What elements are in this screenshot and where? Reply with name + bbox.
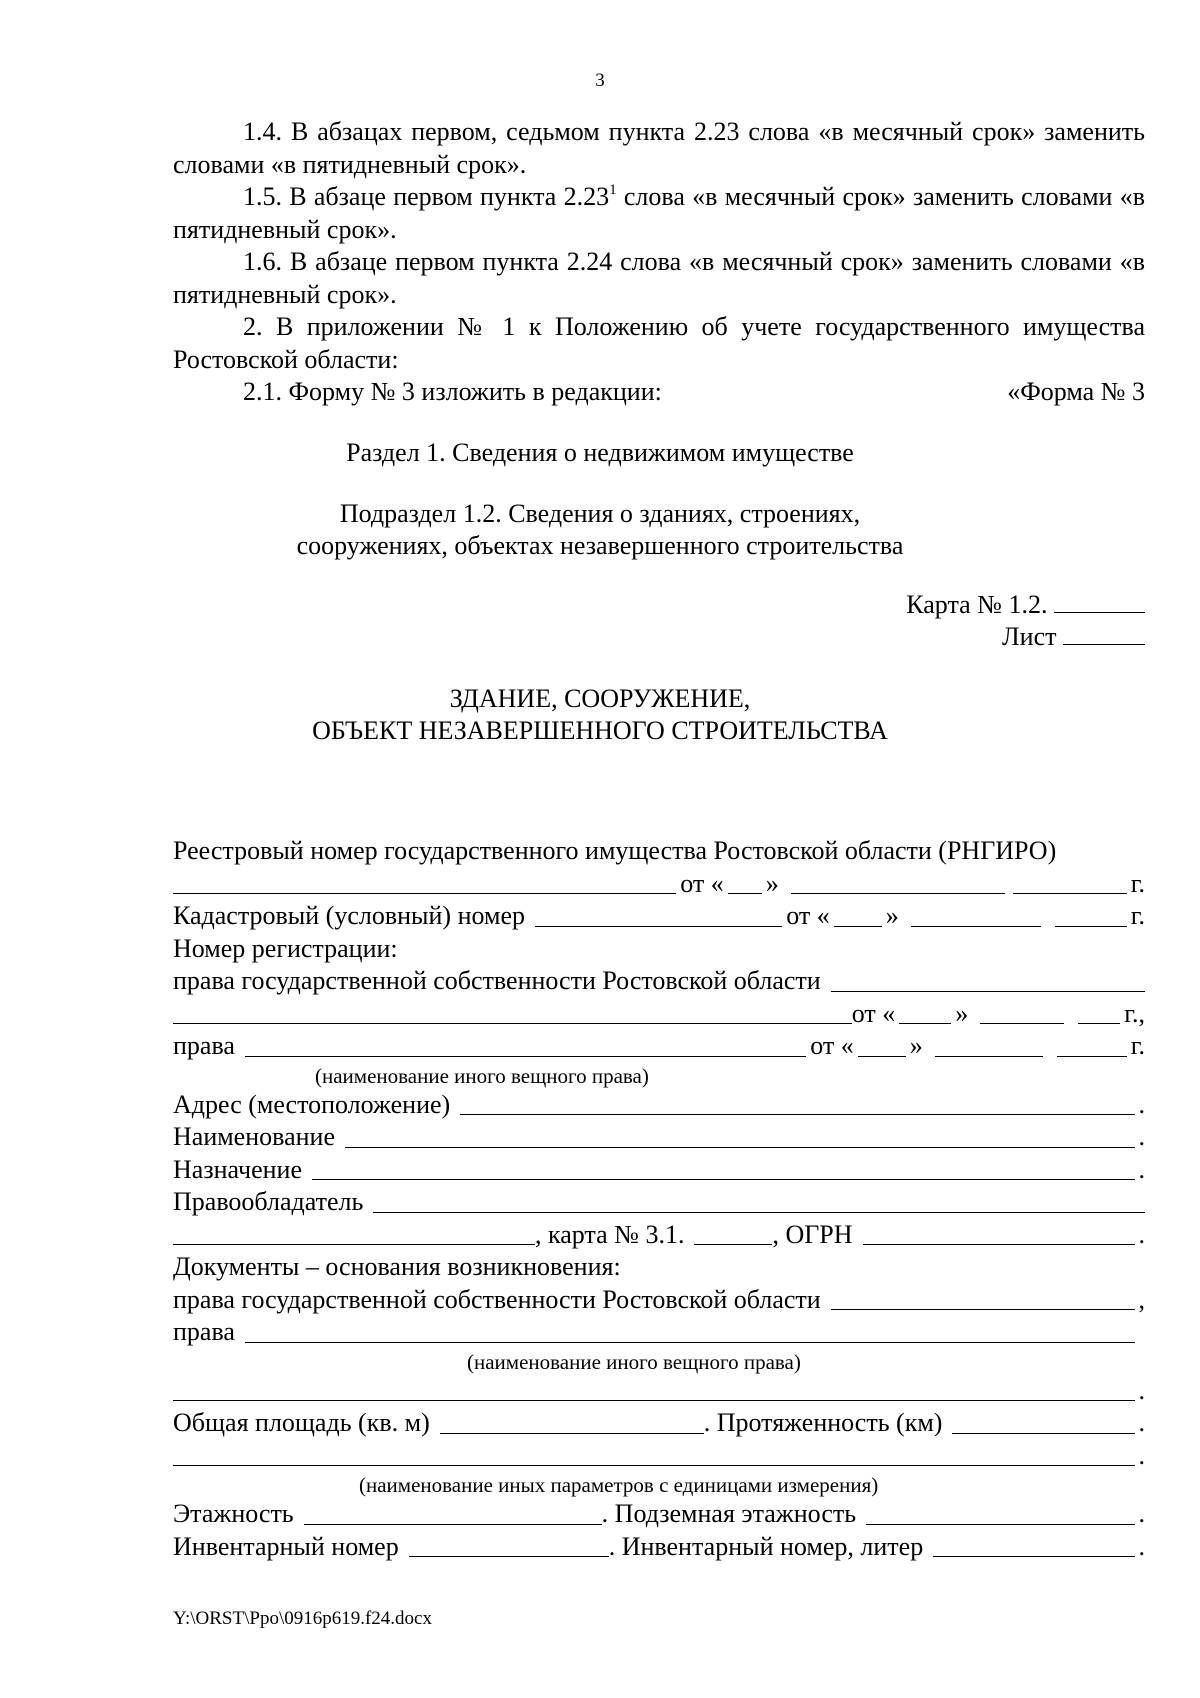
state-right-label: права государственной собственности Ростовской области	[173, 966, 821, 995]
dot: .	[1138, 1531, 1145, 1561]
right-label: права	[173, 1317, 235, 1346]
state-right-label: права государственной собственности Ростовской области	[173, 1284, 821, 1314]
state-right-date-row	[173, 998, 1145, 1031]
day-blank	[834, 904, 882, 927]
month-blank	[911, 904, 1041, 927]
paragraph-1-6: 1.6. В абзаце первом пункта 2.24 слова «в месячный срок» заменить словами «в пятидневный срок».	[173, 247, 1145, 309]
card-number-blank	[1054, 590, 1145, 613]
owner-card-blank	[694, 1222, 772, 1245]
inventory-letter-blank	[933, 1534, 1134, 1557]
card-ref-label: , карта № 3.1.	[535, 1219, 685, 1249]
property-card-form	[173, 835, 1145, 1563]
registry-number-blank	[173, 871, 676, 894]
documents-extra-row	[173, 1375, 1145, 1408]
length-blank	[952, 1411, 1134, 1434]
owner-details-row	[173, 1219, 1145, 1252]
right-label: права	[173, 1031, 235, 1060]
day-blank	[728, 871, 762, 894]
dot: .	[1138, 1499, 1145, 1528]
documents-extra-blank	[173, 1378, 1135, 1401]
object-title-line-1: ЗДАНИЕ, СООРУЖЕНИЕ,	[449, 684, 751, 713]
quote-close: »	[909, 1031, 923, 1060]
other-right-note: (наименование иного вещного права)	[315, 1063, 649, 1088]
object-title	[0, 683, 1200, 747]
cadastral-label: Кадастровый (условный) номер	[173, 901, 526, 930]
documents-other-right-note: (наименование иного вещного права)	[467, 1349, 801, 1374]
name-label: Наименование	[173, 1122, 335, 1151]
month-blank	[980, 1001, 1064, 1024]
dot: .	[1138, 1219, 1145, 1249]
registration-number-label: Номер регистрации:	[173, 933, 398, 963]
year-label: г.,	[1124, 998, 1145, 1028]
owner-row	[173, 1186, 1145, 1219]
sheet-label: Лист	[1002, 622, 1057, 651]
documents-state-right-blank	[831, 1287, 1135, 1310]
paragraph-2: 2. В приложении № 1 к Положению об учете государственного имущества Ростовской области:	[173, 312, 1145, 374]
year-label: г.	[1130, 868, 1145, 898]
address-label: Адрес (местоположение)	[173, 1089, 451, 1119]
quote-close: »	[765, 868, 779, 898]
sheet-line	[906, 621, 1145, 653]
documents-other-right-blank	[245, 1320, 1135, 1343]
year-label: г.	[1130, 901, 1145, 930]
registry-number-label: Реестровый номер государственного имущества Ростовской области (РНГИРО)	[173, 836, 1057, 865]
other-params-row	[173, 1440, 1145, 1473]
dot: .	[1138, 1375, 1145, 1405]
purpose-blank	[312, 1157, 1135, 1180]
subsection-title	[0, 498, 1200, 562]
paragraph-1-4: 1.4. В абзацах первом, седьмом пункта 2.23 слова «в месячный срок» заменить словами «в пятидневный срок».	[173, 117, 1145, 179]
other-right-row	[173, 1030, 1145, 1063]
cadastral-blank	[535, 904, 782, 927]
total-area-label: Общая площадь (кв. м)	[173, 1408, 430, 1437]
year-blank	[1078, 1001, 1120, 1024]
card-number-block	[906, 589, 1145, 653]
month-blank	[791, 871, 1005, 894]
documents-label: Документы – основания возникновения:	[173, 1252, 621, 1281]
dot: .	[1138, 1154, 1145, 1184]
from-label: от «	[851, 998, 896, 1028]
object-title-line-2: ОБЪЕКТ НЕЗАВЕРШЕННОГО СТРОИТЕЛЬСТВА	[312, 716, 888, 745]
registry-number-row	[173, 835, 1145, 868]
address-blank	[460, 1092, 1134, 1115]
state-right-blank	[831, 969, 1145, 992]
comma: ,	[1138, 1284, 1145, 1314]
file-path-footer: Y:\ORST\Ppo\0916p619.f24.docx	[173, 1608, 432, 1629]
year-blank	[1055, 904, 1127, 927]
amendment-paragraphs	[173, 116, 1145, 409]
card-number-label: Карта № 1.2.	[906, 590, 1048, 619]
purpose-label: Назначение	[173, 1154, 302, 1184]
quote-close: »	[955, 998, 969, 1028]
day-blank	[899, 1001, 951, 1024]
page-number: 3	[595, 70, 605, 91]
total-area-blank	[440, 1411, 704, 1434]
form-label: «Форма № 3	[1007, 377, 1145, 406]
length-label: . Протяженность (км)	[703, 1408, 943, 1437]
quote-close: »	[885, 901, 899, 930]
card-number-line	[906, 589, 1145, 621]
paragraph-1-5-text: 1.5. В абзаце первом пункта 2.23	[243, 182, 610, 211]
owner-blank	[373, 1190, 1145, 1213]
documents-state-right-row	[173, 1284, 1145, 1317]
paragraph-2-1: 2.1. Форму № 3 изложить в редакции:	[243, 377, 662, 406]
state-right-row	[173, 965, 1145, 998]
day-blank	[858, 1034, 906, 1057]
name-blank	[345, 1125, 1135, 1148]
inventory-row	[173, 1531, 1145, 1564]
cadastral-row	[173, 900, 1145, 933]
underground-floors-label: . Подземная этажность	[601, 1499, 857, 1528]
from-label: от «	[786, 901, 830, 930]
registry-number-fields-row	[173, 868, 1145, 901]
area-row	[173, 1407, 1145, 1440]
name-row	[173, 1121, 1145, 1154]
sheet-blank	[1063, 622, 1145, 645]
other-params-blank	[173, 1443, 1135, 1466]
month-blank	[935, 1034, 1043, 1057]
subsection-title-line-1: Подраздел 1.2. Сведения о зданиях, строениях,	[339, 499, 861, 528]
address-row	[173, 1089, 1145, 1122]
ogrn-label: , ОГРН	[772, 1219, 853, 1249]
documents-row	[173, 1251, 1145, 1284]
registration-number-row	[173, 933, 1145, 966]
documents-other-right-row	[173, 1316, 1145, 1349]
owner-name-blank	[173, 1222, 535, 1245]
inventory-number-blank	[409, 1534, 609, 1557]
year-blank	[1057, 1034, 1127, 1057]
section-title: Раздел 1. Сведения о недвижимом имуществе	[346, 438, 854, 467]
year-blank	[1013, 871, 1127, 894]
subsection-title-line-2: сооружениях, объектах незавершенного строительства	[296, 531, 904, 560]
inventory-letter-label: . Инвентарный номер, литер	[608, 1531, 924, 1561]
purpose-row	[173, 1154, 1145, 1187]
dot: .	[1138, 1122, 1145, 1151]
owner-label: Правообладатель	[173, 1187, 364, 1216]
paragraph-1-5	[173, 181, 1145, 246]
dot: .	[1138, 1440, 1145, 1470]
year-label: г.	[1130, 1031, 1145, 1060]
floors-row	[173, 1498, 1145, 1531]
from-label: от «	[810, 1031, 854, 1060]
inventory-number-label: Инвентарный номер	[173, 1531, 399, 1561]
ogrn-blank	[863, 1222, 1135, 1245]
underground-floors-blank	[866, 1502, 1134, 1525]
other-params-note: (наименование иных параметров с единицами измерения)	[359, 1473, 879, 1497]
superscript: 1	[609, 182, 617, 198]
paragraph-1-5-rest: слова «в месячный срок» заменить словами «в пятидневный срок».	[173, 182, 1145, 244]
floors-blank	[304, 1502, 602, 1525]
dot: .	[1138, 1408, 1145, 1437]
state-right-number-blank	[173, 1001, 852, 1024]
floors-label: Этажность	[173, 1499, 294, 1528]
dot: .	[1138, 1089, 1145, 1119]
other-right-blank	[245, 1034, 806, 1057]
from-label: от «	[680, 868, 724, 898]
